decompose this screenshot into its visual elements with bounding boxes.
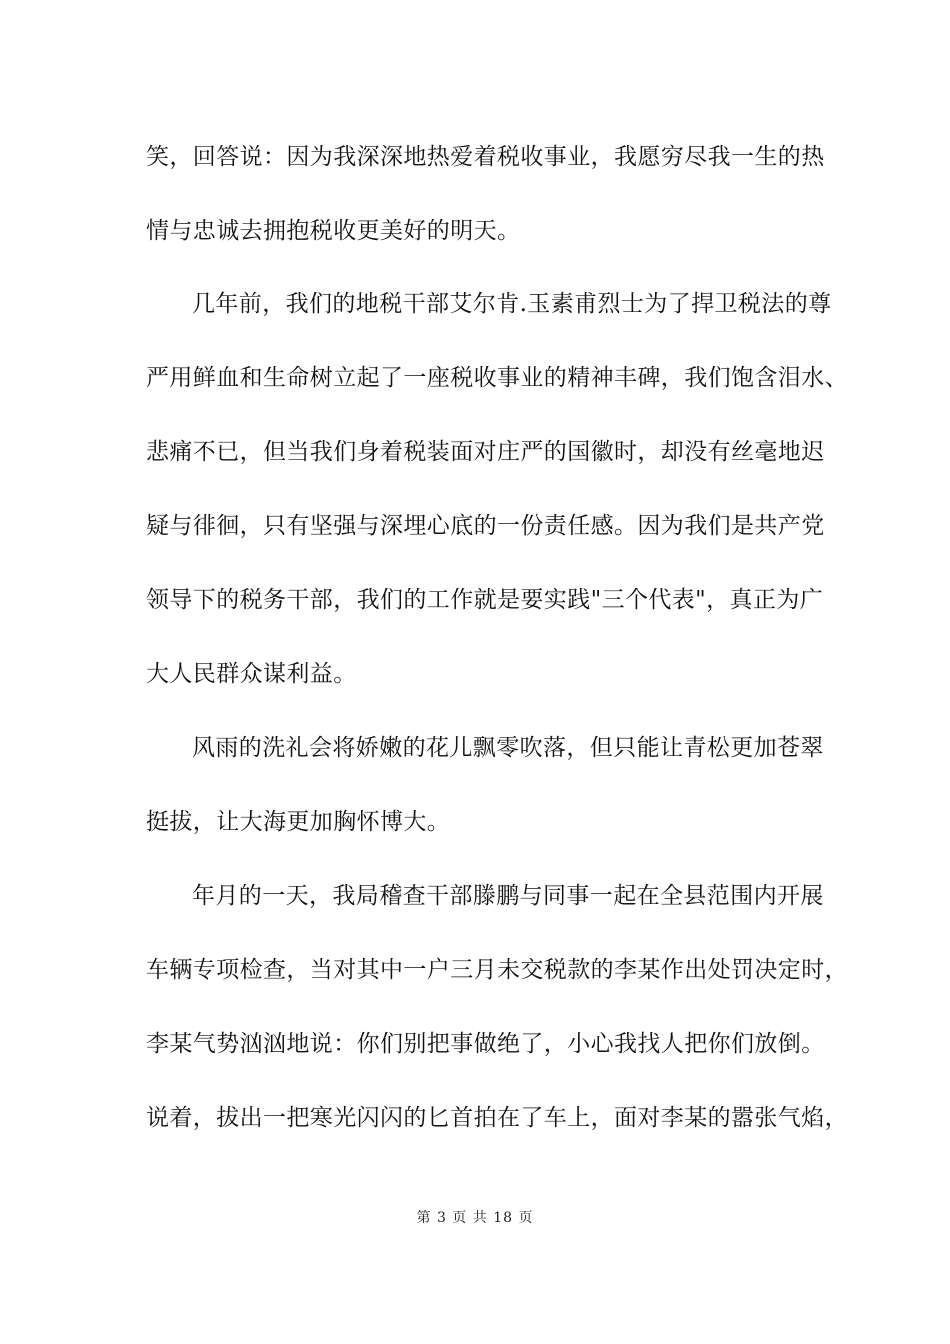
- text-line: 李某气势汹汹地说：你们别把事做绝了，小心我找人把你们放倒。: [146, 1031, 825, 1057]
- text-line: 车辆专项检查，当对其中一户三月未交税款的李某作出处罚决定时，: [146, 957, 848, 983]
- text-line: 悲痛不已，但当我们身着税装面对庄严的国徽时，却没有丝毫地迟: [146, 439, 825, 465]
- text-line: 笑，回答说：因为我深深地热爱着税收事业，我愿穷尽我一生的热: [146, 144, 825, 170]
- text-line: 情与忠诚去拥抱税收更美好的明天。: [146, 218, 521, 244]
- text-line: 几年前，我们的地税干部艾尔肯.玉素甫烈士为了捍卫税法的尊: [192, 291, 832, 317]
- text-line: 风雨的洗礼会将娇嫩的花儿飘零吹落，但只能让青松更加苍翠: [192, 735, 824, 761]
- page-number-footer: 第 3 页 共 18 页: [416, 1210, 534, 1226]
- text-line: 严用鲜血和生命树立起了一座税收事业的精神丰碑，我们饱含泪水、: [146, 365, 848, 391]
- text-line: 挺拔，让大海更加胸怀博大。: [146, 809, 451, 835]
- text-line: 疑与徘徊，只有坚强与深埋心底的一份责任感。因为我们是共产党: [146, 513, 825, 539]
- text-line: 领导下的税务干部，我们的工作就是要实践"三个代表"，真正为广: [146, 587, 824, 613]
- text-line: 说着，拔出一把寒光闪闪的匕首拍在了车上，面对李某的嚣张气焰，: [146, 1105, 848, 1131]
- text-line: 大人民群众谋利益。: [146, 661, 357, 687]
- text-line: 年月的一天，我局稽查干部滕鹏与同事一起在全县范围内开展: [192, 883, 824, 909]
